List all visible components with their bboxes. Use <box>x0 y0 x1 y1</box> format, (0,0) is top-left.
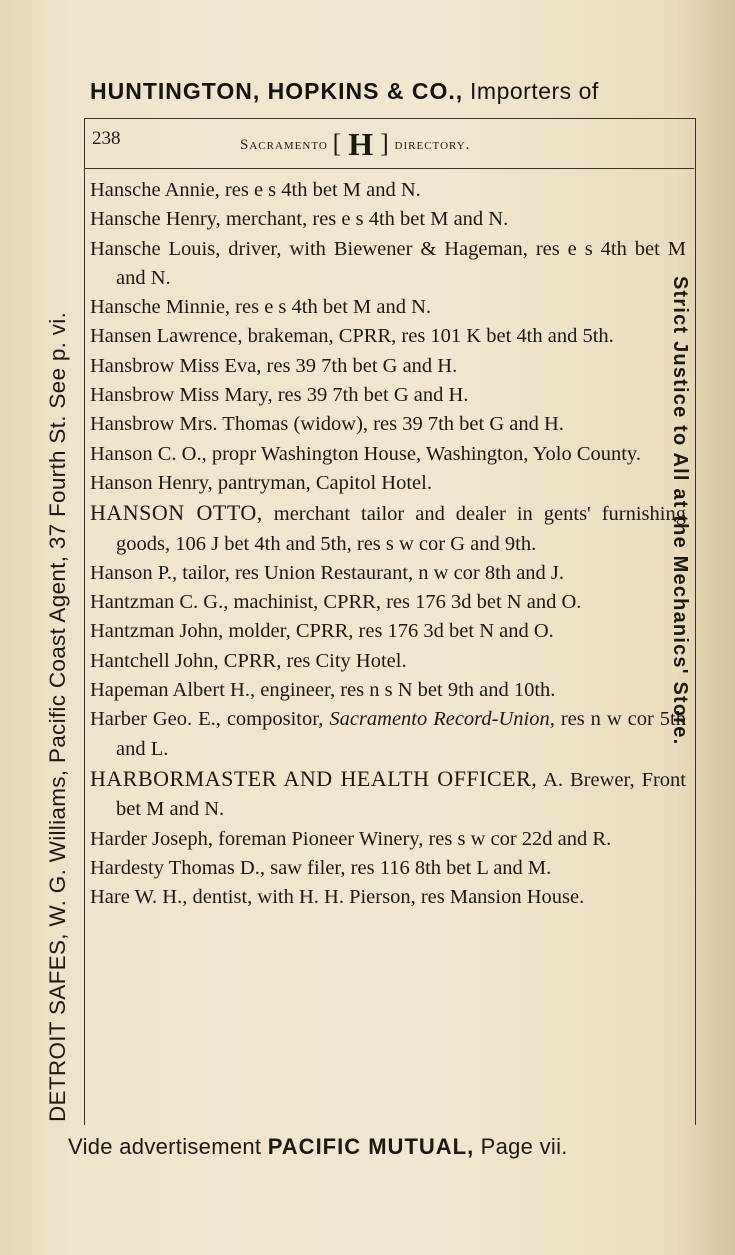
top-advertisement <box>90 78 690 108</box>
entry-text: Hare W. H., dentist, with H. H. Pierson, res Mansion House. <box>90 886 585 909</box>
entry-text: Hanson P., tailor, res Union Restaurant, n w cor 8th and J. <box>90 561 565 584</box>
directory-entry <box>90 559 686 588</box>
directory-entries <box>90 176 686 912</box>
left-side-advertisement: DETROIT SAFES, W. G. Williams, Pacific Coast Agent, 37 Fourth St. See p. vi. <box>45 311 70 1122</box>
entry-text: Hansbrow Miss Eva, res 39 7th bet G and H. <box>90 354 458 377</box>
section-letter: H <box>348 126 375 162</box>
directory-entry <box>90 293 686 322</box>
directory-entry <box>90 352 686 381</box>
entry-text: Hantzman C. G., machinist, CPRR, res 176 3d bet N and O. <box>90 591 582 614</box>
directory-entry <box>90 205 686 234</box>
bottom-advertisement <box>68 1134 708 1160</box>
entry-text: Hantchell John, CPRR, res City Hotel. <box>90 649 407 672</box>
entry-text: Hapeman Albert H., engineer, res n s N bet 9th and 10th. <box>90 679 556 702</box>
directory-entry <box>90 588 686 617</box>
entry-text: Hansche Louis, driver, with Biewener & Hageman, res e s 4th bet M and N. <box>90 237 686 289</box>
entry-text: Harber Geo. E., compositor, <box>90 708 330 731</box>
directory-entry <box>90 235 686 294</box>
directory-entry <box>90 617 686 646</box>
top-advertisement-company: HUNTINGTON, HOPKINS & CO., <box>90 78 464 104</box>
directory-title-right: directory. <box>394 137 471 153</box>
directory-entry <box>90 854 686 883</box>
entry-text-after: res n w cor 5th and L. <box>116 708 686 760</box>
directory-entry <box>90 883 686 912</box>
directory-entry <box>90 469 686 498</box>
entry-text: Hansbrow Miss Mary, res 39 7th bet G and H. <box>90 384 469 407</box>
left-bracket: [ <box>332 129 343 158</box>
entry-text: merchant tailor and dealer in gents' furnishing goods, 106 J bet 4th and 5th, res s w cor G and 9th. <box>116 503 686 555</box>
directory-entry <box>90 764 686 825</box>
running-head <box>84 118 694 169</box>
entry-text: Hardesty Thomas D., saw filer, res 116 8th bet L and M. <box>90 856 552 879</box>
directory-entry <box>90 676 686 705</box>
entry-text: Hansen Lawrence, brakeman, CPRR, res 101 K bet 4th and 5th. <box>90 325 614 348</box>
directory-entry <box>90 176 686 205</box>
entry-text: Hansche Minnie, res e s 4th bet M and N. <box>90 296 432 319</box>
directory-entry <box>90 381 686 410</box>
entry-text: A. Brewer, Front bet M and N. <box>116 768 686 821</box>
entry-italic-employer: Sacramento Record-Union, <box>329 708 555 731</box>
directory-entry <box>90 410 686 439</box>
directory-entry <box>90 498 686 559</box>
entry-caps-name: HARBORMASTER AND HEALTH OFFICER, <box>90 765 538 791</box>
bottom-advertisement-company: PACIFIC MUTUAL, <box>267 1134 475 1159</box>
entry-text: Hansche Henry, merchant, res e s 4th bet M and N. <box>90 208 509 231</box>
page-number: 238 <box>92 128 121 149</box>
bottom-advertisement-prefix: Vide advertisement <box>68 1134 262 1159</box>
entry-text: Hantzman John, molder, CPRR, res 176 3d bet N and O. <box>90 620 554 643</box>
bottom-advertisement-suffix: Page vii. <box>480 1134 568 1159</box>
right-bracket: ] <box>380 129 390 158</box>
directory-entry <box>90 647 686 676</box>
top-advertisement-tail: Importers of <box>470 78 599 104</box>
entry-caps-name: HANSON OTTO, <box>90 500 263 526</box>
directory-entry <box>90 440 686 469</box>
entry-text: Hansche Annie, res e s 4th bet M and N. <box>90 179 421 201</box>
entry-text: Hanson Henry, pantryman, Capitol Hotel. <box>90 471 432 494</box>
entry-text: Hansbrow Mrs. Thomas (widow), res 39 7th bet G and H. <box>90 413 564 436</box>
right-side-advertisement: Strict Justice to All at the Mechanics' Store. <box>669 276 691 746</box>
directory-entry <box>90 825 686 854</box>
directory-entry <box>90 322 686 351</box>
entry-text: Harder Joseph, foreman Pioneer Winery, res s w cor 22d and R. <box>90 827 612 850</box>
directory-title <box>240 126 470 163</box>
directory-entry <box>90 705 686 764</box>
entry-text: Hanson C. O., propr Washington House, Washington, Yolo County. <box>90 442 641 465</box>
directory-title-left: Sacramento <box>240 137 328 153</box>
